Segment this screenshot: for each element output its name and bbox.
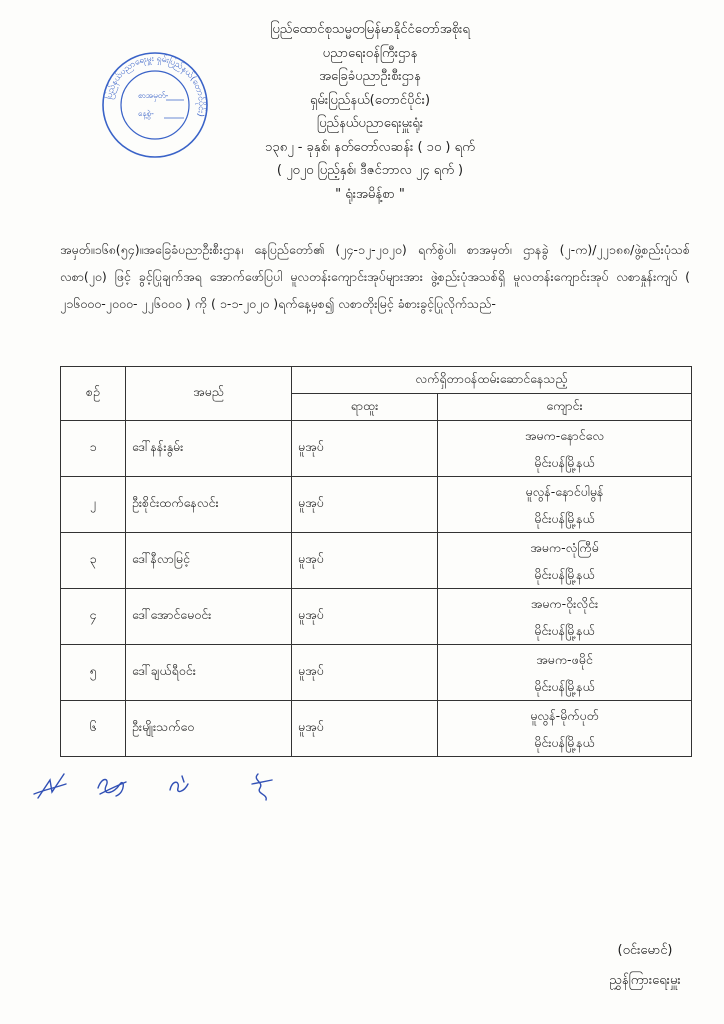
- row-school: [438, 589, 692, 645]
- signature-mark: [252, 780, 272, 784]
- row-name: ဒေါ်အောင်မေဝင်း: [126, 589, 292, 645]
- order-paragraph: အမှတ်။၁၆၈(၅၄)။အခြေခံပညာဦးစီးဌာန၊ နေပြည်တော်၏ (၂၄-၁၂-၂၀၂၀) ရက်စွဲပါ၊ စာအမှတ်၊ ဌာနခွဲ (၂-က)/၂၂၁၈၈/ဖွဲ့စည်းပုံသစ်လစာ(၂၀) ဖြင့် ခွင့်ပြုချက်အရ အောက်ဖော်ပြပါ မူလတန်းကျောင်းအုပ်များအား ဖွဲ့စည်းပုံအသစ်ရှိ မူလတန်းကျောင်းအုပ် လစာနှုန်းကျပ် ( ၂၁၆၀၀၀-၂၀၀၀- ၂၂၆၀၀၀ ) ကို ( ၁-၁-၂၀၂၀ )ရက်နေ့မှစ၍ လစာတိုးမြင့် ခံစားခွင့်ပြုလိုက်သည်-: [60, 242, 690, 311]
- header-rank: ရာထူး: [292, 394, 438, 421]
- signature-block: [590, 936, 700, 996]
- svg-text:ပြည်နယ်ပညာရေးမှူး ရှမ်းပြည်နယ်: [102, 54, 207, 118]
- school-name: မူလွန်-မိုက်ပုတ်: [530, 707, 599, 723]
- table-row: [61, 645, 692, 701]
- row-rank: မူအုပ်: [292, 477, 438, 533]
- signature-mark: [100, 782, 126, 794]
- header-myanmar-date: ၁၃၈၂ - ခုနှစ်၊ နတ်တော်လဆန်း ( ၁၀ ) ရက်: [265, 139, 475, 155]
- table-row: [61, 589, 692, 645]
- stamp-ref-label: စာအမှတ်-: [138, 91, 169, 100]
- header-department: အခြေခံပညာဦးစီးဌာန: [319, 69, 421, 84]
- office-stamp: [100, 50, 210, 160]
- header-office: ပြည်နယ်ပညာရေးမှူးရုံး: [316, 116, 424, 131]
- signer-title: ညွှန်ကြားရေးမှူး: [609, 973, 681, 988]
- row-rank: မူအုပ်: [292, 589, 438, 645]
- row-rank: မူအုပ်: [292, 421, 438, 477]
- header-government: ပြည်ထောင်စုသမ္မတမြန်မာနိုင်ငံတော်အစိုးရ: [270, 22, 470, 37]
- header-no: စဉ်: [61, 367, 126, 421]
- row-school: [438, 421, 692, 477]
- stamp-date-label: နေ့စွဲ-: [138, 109, 154, 118]
- row-school: [438, 533, 692, 589]
- row-name: ဦးမျိုးသက်ဝေ: [126, 701, 292, 757]
- stamp-outer-text: ပြည်နယ်ပညာရေးမှူး ရှမ်းပြည်နယ်(တောင်ပိုင်း): [104, 53, 207, 118]
- signature-mark: [182, 776, 184, 782]
- school-name: အမက-ဖမိုင်: [536, 651, 593, 667]
- school-name: မူလွန်-နောင်ပါမွန်: [525, 483, 604, 499]
- row-no: ၁: [61, 421, 126, 477]
- row-school: [438, 701, 692, 757]
- header-gregorian-date: ( ၂၀၂၀ ပြည့်နှစ်၊ ဒီဇင်ဘာလ ၂၄ ရက် ): [276, 163, 464, 178]
- school-name: အမက-လုံကြီမ်: [530, 539, 599, 555]
- school-name: အမက-ဝိုးလိုင်း: [530, 595, 599, 611]
- row-no: ၄: [61, 589, 126, 645]
- header-state: ရှမ်းပြည်နယ်(တောင်ပိုင်း): [309, 92, 431, 108]
- row-name: ဒေါ်ချယ်ရီဝင်း: [126, 645, 292, 701]
- row-name: ဒေါ်နီလာမြင့်: [126, 533, 292, 589]
- signature-mark: [256, 774, 266, 800]
- school-name: အမက-နောင်လေ: [524, 427, 605, 443]
- table-row: [61, 421, 692, 477]
- signer-name: (ဝင်းမောင်): [617, 943, 673, 958]
- row-no: ၅: [61, 645, 126, 701]
- row-school: [438, 645, 692, 701]
- header-current-post: လက်ရှိတာဝန်ထမ်းဆောင်နေသည့်: [292, 367, 692, 394]
- row-rank: မူအုပ်: [292, 645, 438, 701]
- table-row: [61, 533, 692, 589]
- header-ministry: ပညာရေးဝန်ကြီးဌာန: [322, 45, 418, 61]
- school-township: မိုင်းပန်မြို့နယ်: [534, 454, 595, 470]
- row-name: ဒေါ်နန်းနွမ်း: [126, 421, 292, 477]
- row-no: ၃: [61, 533, 126, 589]
- row-no: ၂: [61, 477, 126, 533]
- header-order-title: " ရုံးအမိန့်စာ ": [335, 186, 405, 202]
- teacher-table: [60, 366, 692, 757]
- row-rank: မူအုပ်: [292, 701, 438, 757]
- letter-header: [150, 18, 590, 206]
- school-township: မိုင်းပန်မြို့နယ်: [534, 734, 595, 750]
- school-township: မိုင်းပန်မြို့နယ်: [534, 622, 595, 638]
- school-township: မိုင်းပန်မြို့နယ်: [534, 566, 595, 582]
- table-row: [61, 477, 692, 533]
- row-no: ၆: [61, 701, 126, 757]
- school-township: မိုင်းပန်မြို့နယ်: [534, 678, 595, 694]
- row-name: ဦးစိုင်းထက်နေလင်း: [126, 477, 292, 533]
- table-row: [61, 701, 692, 757]
- school-township: မိုင်းပန်မြို့နယ်: [534, 510, 595, 526]
- signature-mark: [170, 782, 188, 791]
- signature-mark: [34, 784, 66, 794]
- header-name: အမည်: [126, 367, 292, 421]
- row-rank: မူအုပ်: [292, 533, 438, 589]
- initials-signatures: [30, 768, 290, 804]
- header-school: ကျောင်း: [438, 394, 692, 421]
- row-school: [438, 477, 692, 533]
